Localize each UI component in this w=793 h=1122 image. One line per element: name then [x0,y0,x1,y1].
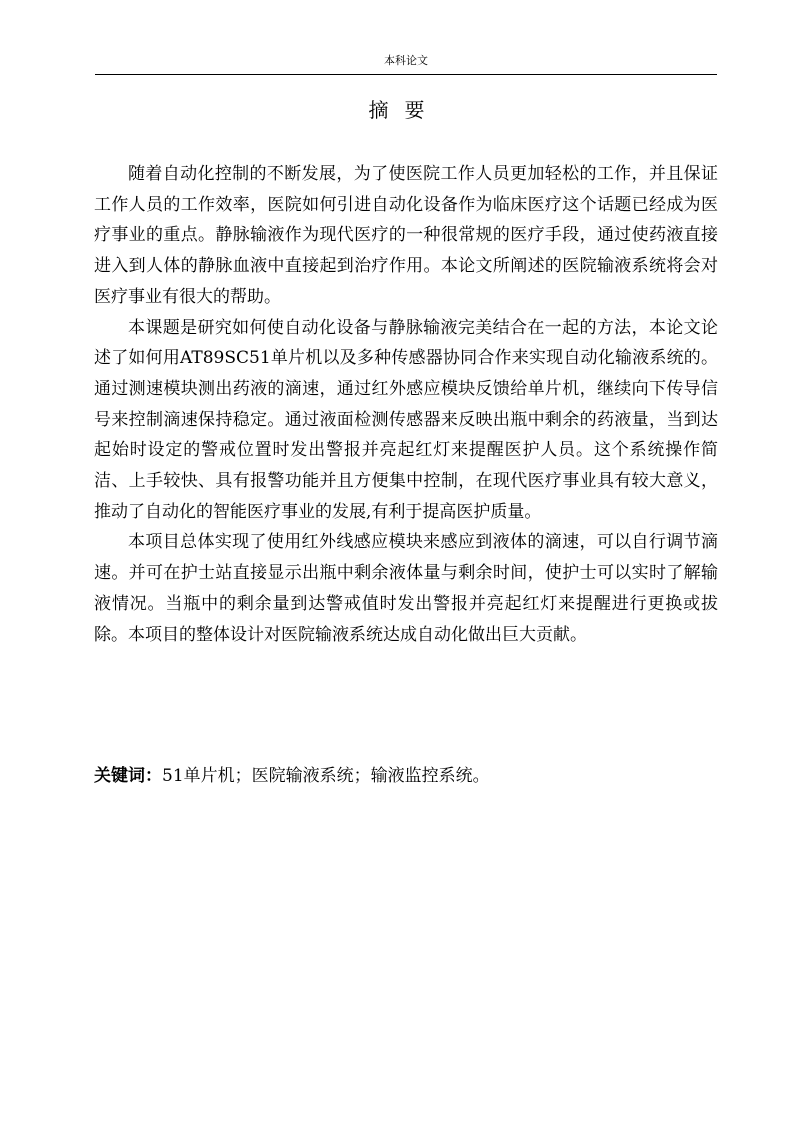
abstract-paragraph-3: 本项目总体实现了使用红外线感应模块来感应到液体的滴速，可以自行调节滴速。并可在护士站直接显示出瓶中剩余液体量与剩余时间，使护士可以实时了解输液情况。当瓶中的剩余量到达警戒值时发出警报并亮起红灯来提醒进行更换或拔除。本项目的整体设计对医院输液系统达成自动化做出巨大贡献。 [94,532,718,645]
abstract-title: 摘要 [368,98,441,122]
abstract-paragraph-2: 本课题是研究如何使自动化设备与静脉输液完美结合在一起的方法，本论文论述了如何用AT89SC51单片机以及多种传感器协同合作来实现自动化输液系统的。通过测速模块测出药液的滴速，通过红外感应模块反馈给单片机，继续向下传导信号来控制滴速保持稳定。通过液面检测传感器来反映出瓶中剩余的药液量，当到达起始时设定的警戒位置时发出警报并亮起红灯来提醒医护人员。这个系统操作简洁、上手较快、具有报警功能并且方便集中控制，在现代医疗事业具有较大意义，推动了自动化的智能医疗事业的发展,有利于提高医护质量。 [94,317,718,522]
abstract-body [94,159,718,650]
running-header [95,54,717,75]
running-header-text: 本科论文 [384,54,428,67]
keywords-line [94,761,718,791]
abstract-paragraph-1: 随着自动化控制的不断发展，为了使医院工作人员更加轻松的工作，并且保证工作人员的工作效率，医院如何引进自动化设备作为临床医疗这个话题已经成为医疗事业的重点。静脉输液作为现代医疗的一种很常规的医疗手段，通过使药液直接进入到人体的静脉血液中直接起到治疗作用。本论文所阐述的医院输液系统将会对医疗事业有很大的帮助。 [94,164,718,307]
keywords-text: 51单片机；医院输液系统；输液监控系统。 [162,766,490,786]
keywords-label: 关键词： [94,766,162,786]
